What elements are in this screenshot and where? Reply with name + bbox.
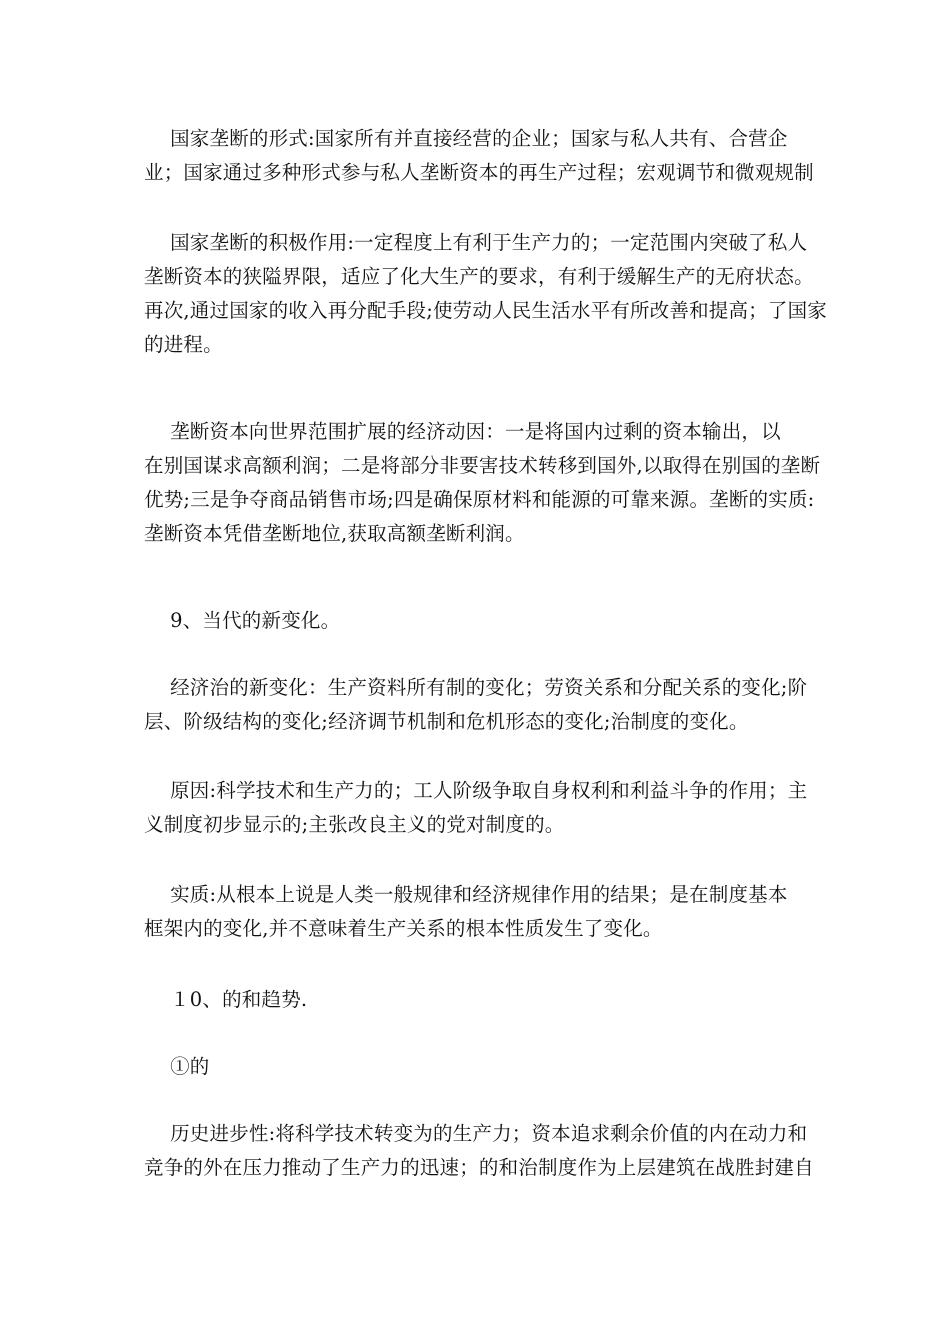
text-line: 业；国家通过多种形式参与私人垄断资本的再生产过程；宏观调节和微观规制 [144, 161, 814, 184]
paragraph-causes [144, 774, 814, 842]
text-line: 框架内的变化,并不意味着生产关系的根本性质发生了变化。 [144, 917, 663, 940]
text-line: 优势;三是争夺商品销售市场;四是确保原材料和能源的可靠来源。垄断的实质: [144, 488, 815, 511]
paragraph-essence [144, 878, 814, 946]
section-heading-10 [144, 983, 814, 1017]
text-line: 垄断资本的狭隘界限，适应了化大生产的要求，有利于缓解生产的无府状态。 [144, 265, 814, 288]
text-line: 实质:从根本上说是人类一般规律和经济规律作用的结果；是在制度基本 [144, 883, 788, 906]
paragraph-new-changes [144, 671, 814, 739]
text-line: 层、阶级结构的变化;经济调节机制和危机形态的变化;治制度的变化。 [144, 710, 749, 733]
section-heading-9 [144, 604, 814, 638]
paragraph-historical-progress [144, 1117, 814, 1185]
text-line: 垄断资本凭借垄断地位,获取高额垄断利润。 [144, 522, 525, 545]
paragraph-state-monopoly-forms [144, 122, 814, 190]
text-line: 原因:科学技术和生产力的；工人阶级争取自身权利和利益斗争的作用；主 [144, 779, 808, 802]
text-line: 历史进步性:将科学技术转变为的生产力；资本追求剩余价值的内在动力和 [144, 1122, 808, 1145]
text-line: ①的 [144, 1055, 210, 1078]
text-line: 国家垄断的形式:国家所有并直接经营的企业；国家与私人共有、合营企 [144, 127, 788, 150]
paragraph-state-monopoly-positive-role [144, 226, 827, 362]
text-line: 国家垄断的积极作用:一定程度上有利于生产力的；一定范围内突破了私人 [144, 231, 808, 254]
text-line: 再次,通过国家的收入再分配手段;使劳动人民生活水平有所改善和提高；了国家 [144, 299, 827, 322]
text-line: 的进程。 [144, 333, 223, 356]
text-line: 在别国谋求高额利润；二是将部分非要害技术转移到国外,以取得在别国的垄断 [144, 454, 821, 477]
text-line: 义制度初步显示的;主张改良主义的党对制度的。 [144, 813, 565, 836]
text-line: １0、的和趋势. [144, 988, 308, 1011]
text-line: 垄断资本向世界范围扩展的经济动因：一是将国内过剩的资本输出，以 [144, 420, 781, 443]
text-line: 9、当代的新变化。 [144, 609, 341, 632]
text-line: 经济治的新变化：生产资料所有制的变化；劳资关系和分配关系的变化;阶 [144, 676, 808, 699]
paragraph-monopoly-capital-expansion [144, 415, 821, 551]
text-line: 竞争的外在压力推动了生产力的迅速；的和治制度作为上层建筑在战胜封建自 [144, 1156, 814, 1179]
subsection-heading-1 [144, 1050, 814, 1084]
